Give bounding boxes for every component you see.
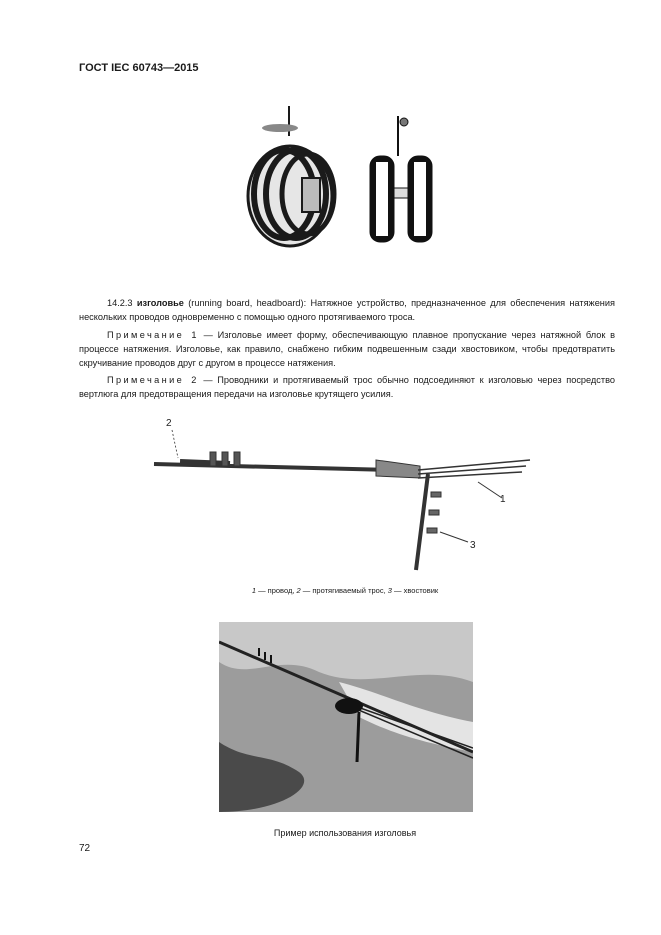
photo-caption: Пример использования изголовья [273,828,417,838]
document-header: ГОСТ IEC 60743—2015 [79,62,199,74]
term-definition [79,296,615,324]
multi-sheave-pulley [248,106,334,246]
callout-2: 2 [166,418,172,429]
note-2 [79,373,615,401]
pulley-blocks-figure [232,96,458,264]
term-english: (running board, headboard): [188,298,307,308]
running-board-photo [219,622,473,812]
page-number: 72 [79,843,91,854]
note-text: — Изголовье имеет форму, обеспечивающую плавное пропускание через натяжной блок в процессе натяжения. Изголовье, как правило, снабжено гибким подвешенным сзади хвостовиком, чтобы предотвратить скручивание проводов друг с другом в процессе натяжения. [79,330,616,368]
note-text: — Проводники и протягиваемый трос обычно подсоединяют к изголовью через посредство вертлюга для предотвращения передачи на изголовье крутящего усилия. [79,375,615,399]
callout-1: 1 [500,494,506,505]
figure-legend: 1 — провод, 2 — протягиваемый трос, 3 — хвостовик [251,586,439,595]
definition-text: Натяжное устройство, предназначенное для обеспечения натяжения нескольких проводов одновременно с помощью одного протягиваемого троса. [79,298,615,322]
note-1 [79,328,615,370]
section-number: 14.2.3 [107,298,133,308]
term: изголовье [136,298,184,308]
note-label: Примечание 1 [107,330,199,340]
callout-3: 3 [470,540,476,551]
running-board-figure [150,412,540,572]
double-sheave-pulley [370,116,432,242]
note-label: Примечание 2 [107,375,199,385]
